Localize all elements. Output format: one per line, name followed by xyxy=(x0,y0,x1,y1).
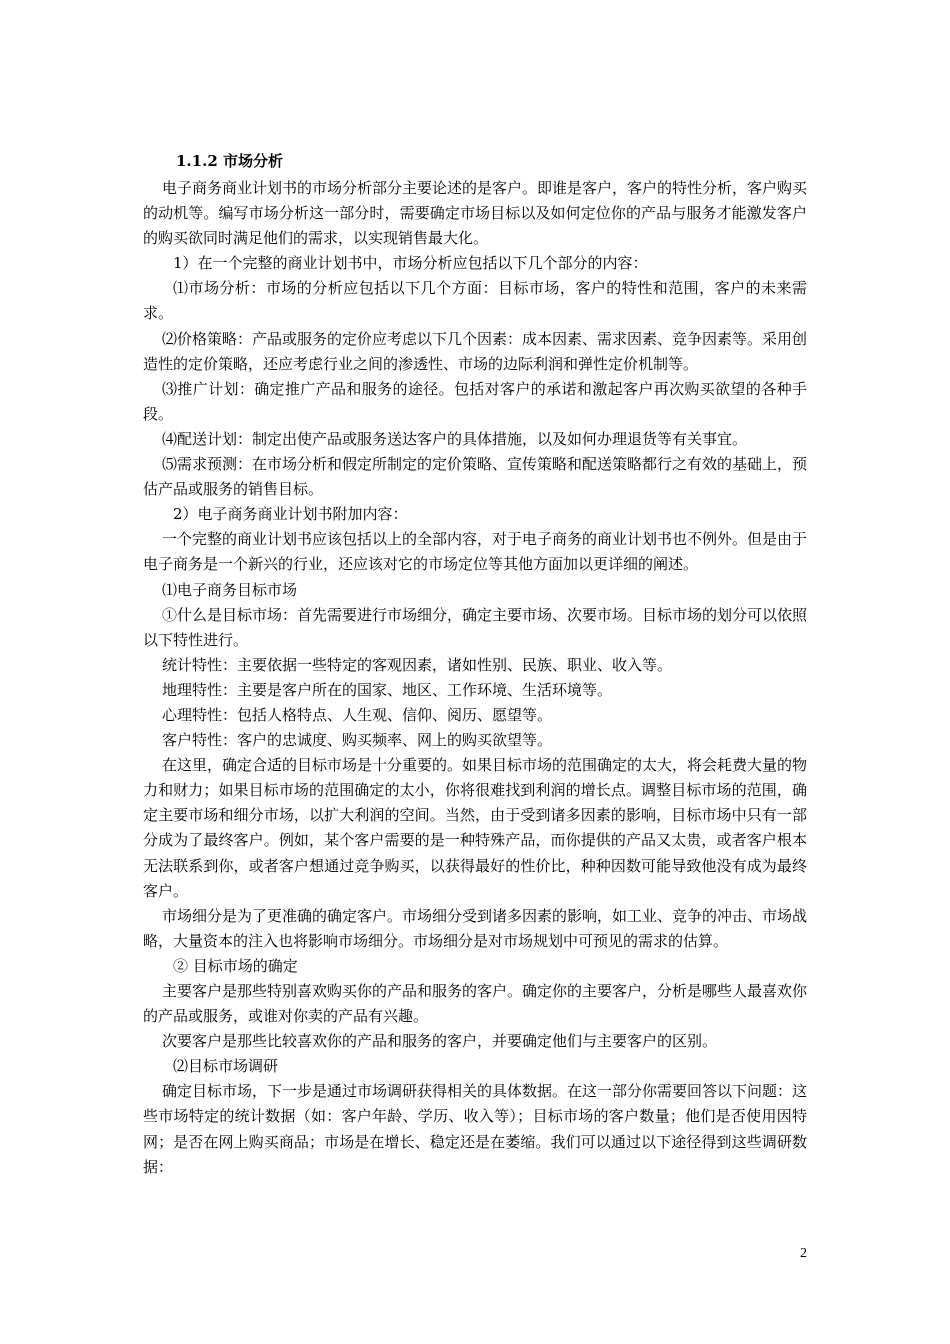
paragraph-secondary-customers: 次要客户是那些比较喜欢你的产品和服务的客户，并要确定他们与主要客户的区别。 xyxy=(162,1032,718,1051)
paragraph-item-2: 2）电子商务商业计划书附加内容： xyxy=(173,505,408,524)
paragraph-intro: 电子商务商业计划书的市场分析部分主要论述的是客户。即谁是客户，客户的特性分析，客户购买的动机等。编写市场分析这一部分时，需要确定市场目标以及如何定位你的产品与服务才能激发客户的购买欲同时满足他们的需求，以实现销售最大化。 xyxy=(143,179,808,248)
paragraph-additional: 一个完整的商业计划书应该包括以上的全部内容，对于电子商务的商业计划书也不例外。但是由于电子商务是一个新兴的行业，还应该对它的市场定位等其他方面加以更详细的阐述。 xyxy=(143,530,808,574)
paragraph-research: 确定目标市场，下一步是通过市场调研获得相关的具体数据。在这一部分你需要回答以下问题：这些市场特定的统计数据（如：客户年龄、学历、收入等）；目标市场的客户数量；他们是否使用因特网；是否在网上购买商品；市场是在增长、稳定还是在萎缩。我们可以通过以下途径得到这些调研数据： xyxy=(143,1082,808,1176)
paragraph-research-title: ⑵目标市场调研 xyxy=(173,1057,279,1076)
paragraph-forecast: ⑸需求预测：在市场分析和假定所制定的定价策略、宣传策略和配送策略都行之有效的基础上，预估产品或服务的销售目标。 xyxy=(143,455,808,499)
paragraph-target-determination-title: ② 目标市场的确定 xyxy=(173,956,298,975)
paragraph-item-1: 1）在一个完整的商业计划书中，市场分析应包括以下几个部分的内容： xyxy=(173,254,648,273)
paragraph-target-market-title: ⑴电子商务目标市场 xyxy=(162,580,298,599)
page-number: 2 xyxy=(800,1246,807,1261)
section-heading: 1.1.2 市场分析 xyxy=(176,152,283,170)
paragraph-psychological: 心理特性：包括人格特点、人生观、信仰、阅历、愿望等。 xyxy=(162,705,553,724)
paragraph-primary-customers: 主要客户是那些特别喜欢购买你的产品和服务的客户。确定你的主要客户，分析是哪些人最喜欢你的产品或服务，或谁对你卖的产品有兴趣。 xyxy=(143,982,808,1026)
paragraph-importance: 在这里，确定合适的目标市场是十分重要的。如果目标市场的范围确定的太大，将会耗费大量的物力和财力；如果目标市场的范围确定的太小，你将很难找到利润的增长点。调整目标市场的范围，确定主要市场和细分市场，以扩大利润的空间。当然，由于受到诸多因素的影响，目标市场中只有一部分成为了最终客户。例如，某个客户需要的是一种特殊产品，而你提供的产品又太贵，或者客户根本无法联系到你，或者客户想通过竞争购买，以获得最好的性价比，种种因数可能导致他没有成为最终客户。 xyxy=(143,756,808,900)
paragraph-segmentation: 市场细分是为了更准确的确定客户。市场细分受到诸多因素的影响，如工业、竞争的冲击、市场战略，大量资本的注入也将影响市场细分。市场细分是对市场规划中可预见的需求的估算。 xyxy=(143,906,808,950)
body-text xyxy=(143,176,807,1180)
paragraph-customer: 客户特性：客户的忠诚度、购买频率、网上的购买欲望等。 xyxy=(162,731,553,750)
paragraph-distribution: ⑷配送计划：制定出使产品或服务送达客户的具体措施，以及如何办理退货等有关事宜。 xyxy=(162,429,748,448)
paragraph-what-is-target: ①什么是目标市场：首先需要进行市场细分，确定主要市场、次要市场。目标市场的划分可以依照以下特性进行。 xyxy=(143,605,808,649)
paragraph-pricing: ⑵价格策略：产品或服务的定价应考虑以下几个因素：成本因素、需求因素、竞争因素等。采用创造性的定价策略，还应考虑行业之间的渗透性、市场的边际利润和弹性定价机制等。 xyxy=(143,329,808,373)
paragraph-promotion: ⑶推广计划：确定推广产品和服务的途径。包括对客户的承诺和激起客户再次购买欲望的各种手段。 xyxy=(143,379,807,423)
paragraph-statistical: 统计特性：主要依据一些特定的客观因素，诸如性别、民族、职业、收入等。 xyxy=(162,655,673,674)
paragraph-market-analysis: ⑴市场分析：市场的分析应包括以下几个方面：目标市场，客户的特性和范围，客户的未来需求。 xyxy=(143,279,807,323)
paragraph-geographic: 地理特性：主要是客户所在的国家、地区、工作环境、生活环境等。 xyxy=(162,680,613,699)
